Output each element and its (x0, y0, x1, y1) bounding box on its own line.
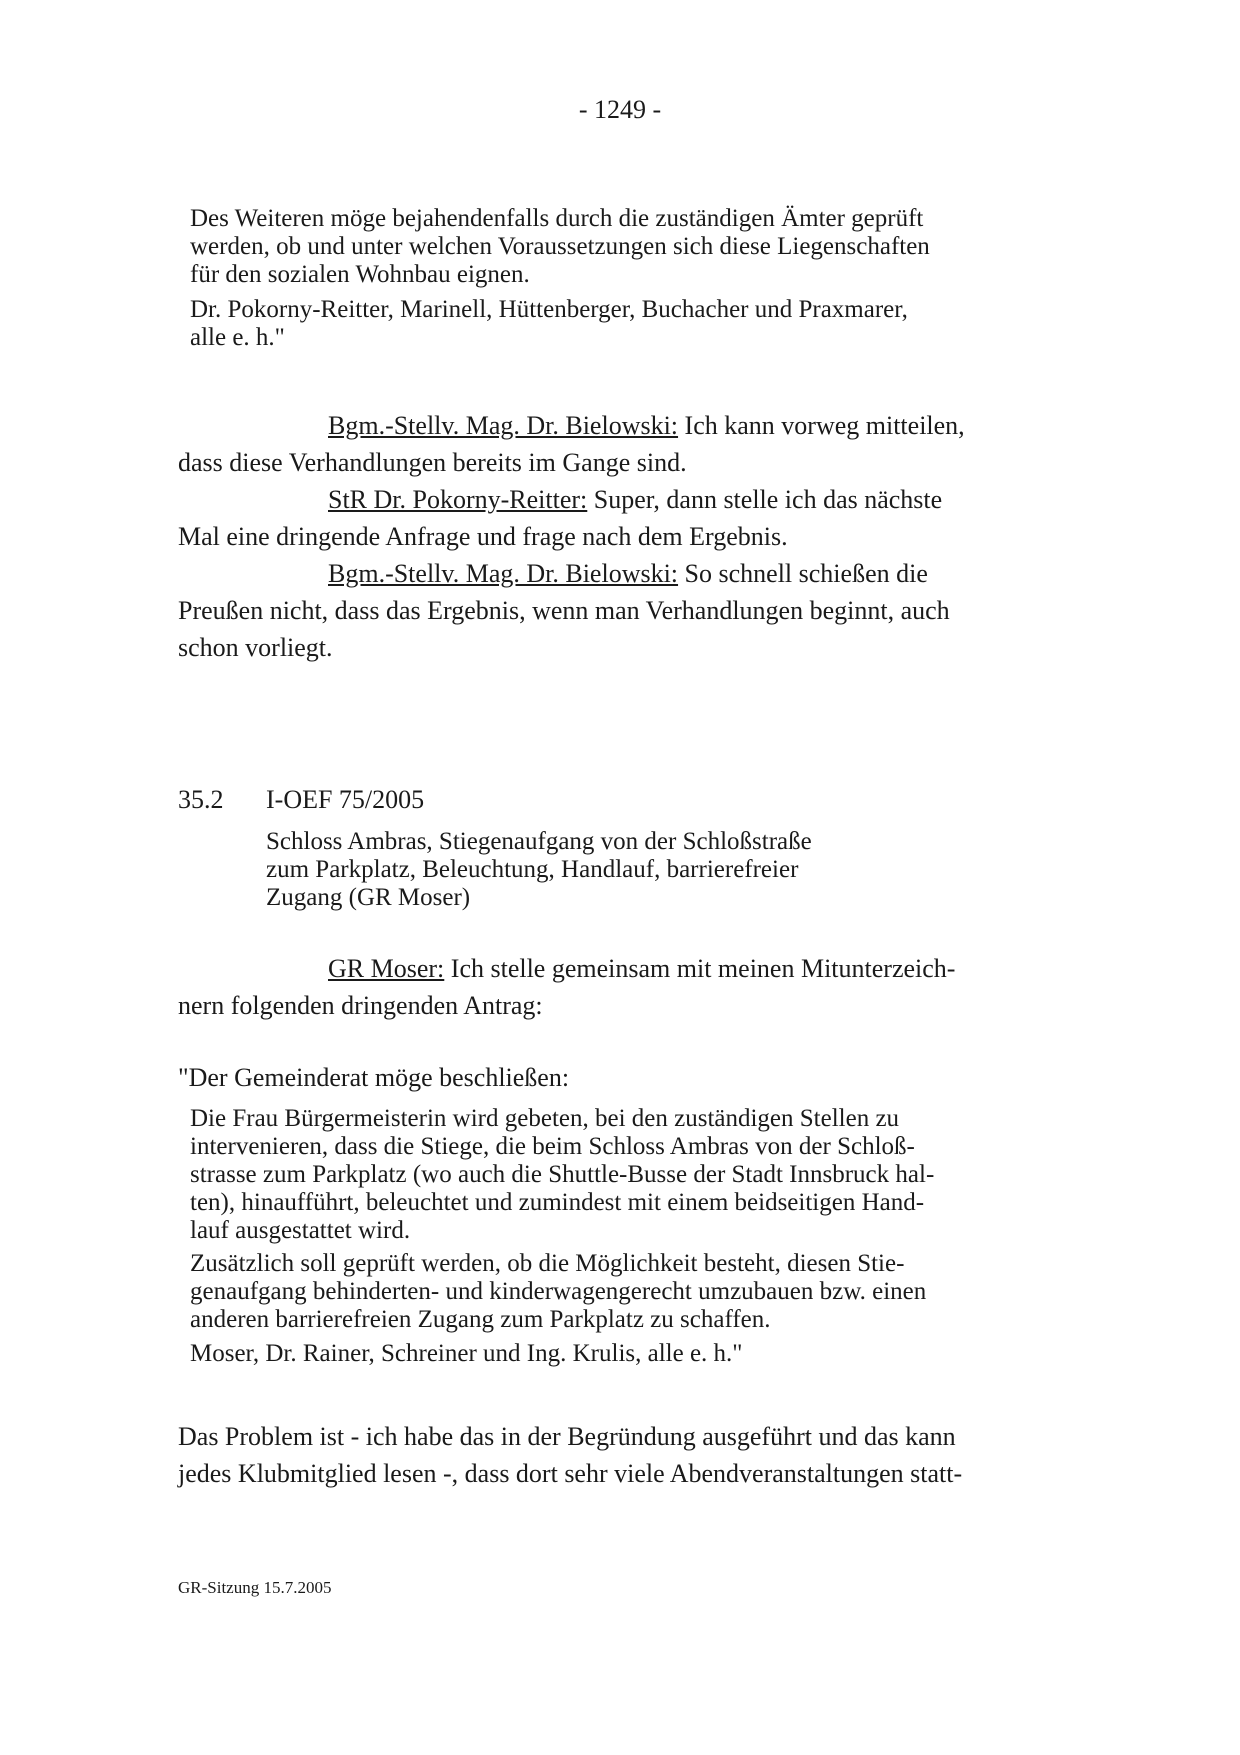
motion-text-line: strasse zum Parkplatz (wo auch die Shuttle-Busse der Stadt Innsbruck hal- (190, 1161, 935, 1188)
motion-text-line: lauf ausgestattet wird. (190, 1217, 411, 1244)
dialogue-block (178, 407, 1078, 666)
motion-text (190, 205, 1070, 289)
section-number: 35.2 (178, 785, 224, 814)
motion-signatories (190, 296, 1070, 352)
motion-text-line: Die Frau Bürgermeisterin wird gebeten, bei den zuständigen Stellen zu (190, 1105, 900, 1132)
motion-signatories: Moser, Dr. Rainer, Schreiner und Ing. Krulis, alle e. h." (190, 1340, 743, 1367)
statement: Bgm.-Stellv. Mag. Dr. Bielowski: So schnell schießen die Preußen nicht, dass das Ergebnis, wenn man Verhandlungen beginnt, auch schon vorliegt. (178, 559, 950, 662)
motion-text-line: ten), hinaufführt, beleuchtet und zumindest mit einem beidseitigen Hand- (190, 1189, 925, 1216)
paragraph-line: Das Problem ist - ich habe das in der Begründung ausgeführt und das kann (178, 1422, 956, 1451)
motion-intro: "Der Gemeinderat möge beschließen: (178, 1063, 570, 1092)
motion-text-line: Zusätzlich soll geprüft werden, ob die Möglichkeit besteht, diesen Stie- (190, 1250, 905, 1277)
section-title-line: Zugang (GR Moser) (266, 884, 471, 911)
paragraph-line: jedes Klubmitglied lesen -, dass dort sehr viele Abendveranstaltungen statt- (178, 1459, 963, 1488)
motion-paragraph (190, 1105, 1070, 1245)
section-title-line: zum Parkplatz, Beleuchtung, Handlauf, barrierefreier (266, 856, 799, 883)
page-footer: GR-Sitzung 15.7.2005 (178, 1578, 332, 1597)
speaker-name: StR Dr. Pokorny-Reitter: (328, 485, 588, 514)
speaker-name: Bgm.-Stellv. Mag. Dr. Bielowski: (328, 411, 679, 440)
statement: StR Dr. Pokorny-Reitter: Super, dann stelle ich das nächste Mal eine dringende Anfrage und frage nach dem Ergebnis. (178, 485, 943, 551)
motion-text-line: für den sozialen Wohnbau eignen. (190, 261, 530, 288)
section-code: I-OEF 75/2005 (266, 785, 425, 814)
motion-text-line: Des Weiteren möge bejahendenfalls durch die zuständigen Ämter geprüft (190, 205, 924, 232)
signatories-line: Dr. Pokorny-Reitter, Marinell, Hüttenberger, Buchacher und Praxmarer, (190, 296, 908, 323)
statement: GR Moser: Ich stelle gemeinsam mit meinen Mitunterzeich- nern folgenden dringenden Antrag: (178, 954, 956, 1020)
motion-paragraph (190, 1250, 1070, 1334)
section-title-line: Schloss Ambras, Stiegenaufgang von der Schloßstraße (266, 828, 812, 855)
motion-text-line: anderen barrierefreien Zugang zum Parkplatz zu schaffen. (190, 1306, 771, 1333)
motion-text-line: werden, ob und unter welchen Voraussetzungen sich diese Liegenschaften (190, 233, 930, 260)
speaker-name: Bgm.-Stellv. Mag. Dr. Bielowski: (328, 559, 679, 588)
speaker-name: GR Moser: (328, 954, 445, 983)
motion-text-line: genaufgang behinderten- und kinderwagengerecht umzubauen bzw. einen (190, 1278, 927, 1305)
section-title (266, 828, 966, 912)
closing-paragraph (178, 1418, 1078, 1492)
page-number: - 1249 - (578, 95, 662, 124)
signatories-line: alle e. h." (190, 324, 285, 351)
motion-text-line: intervenieren, dass die Stiege, die beim Schloss Ambras von der Schloß- (190, 1133, 915, 1160)
moser-statement (178, 950, 1078, 1024)
statement: Bgm.-Stellv. Mag. Dr. Bielowski: Ich kann vorweg mitteilen, dass diese Verhandlungen bereits im Gange sind. (178, 411, 965, 477)
